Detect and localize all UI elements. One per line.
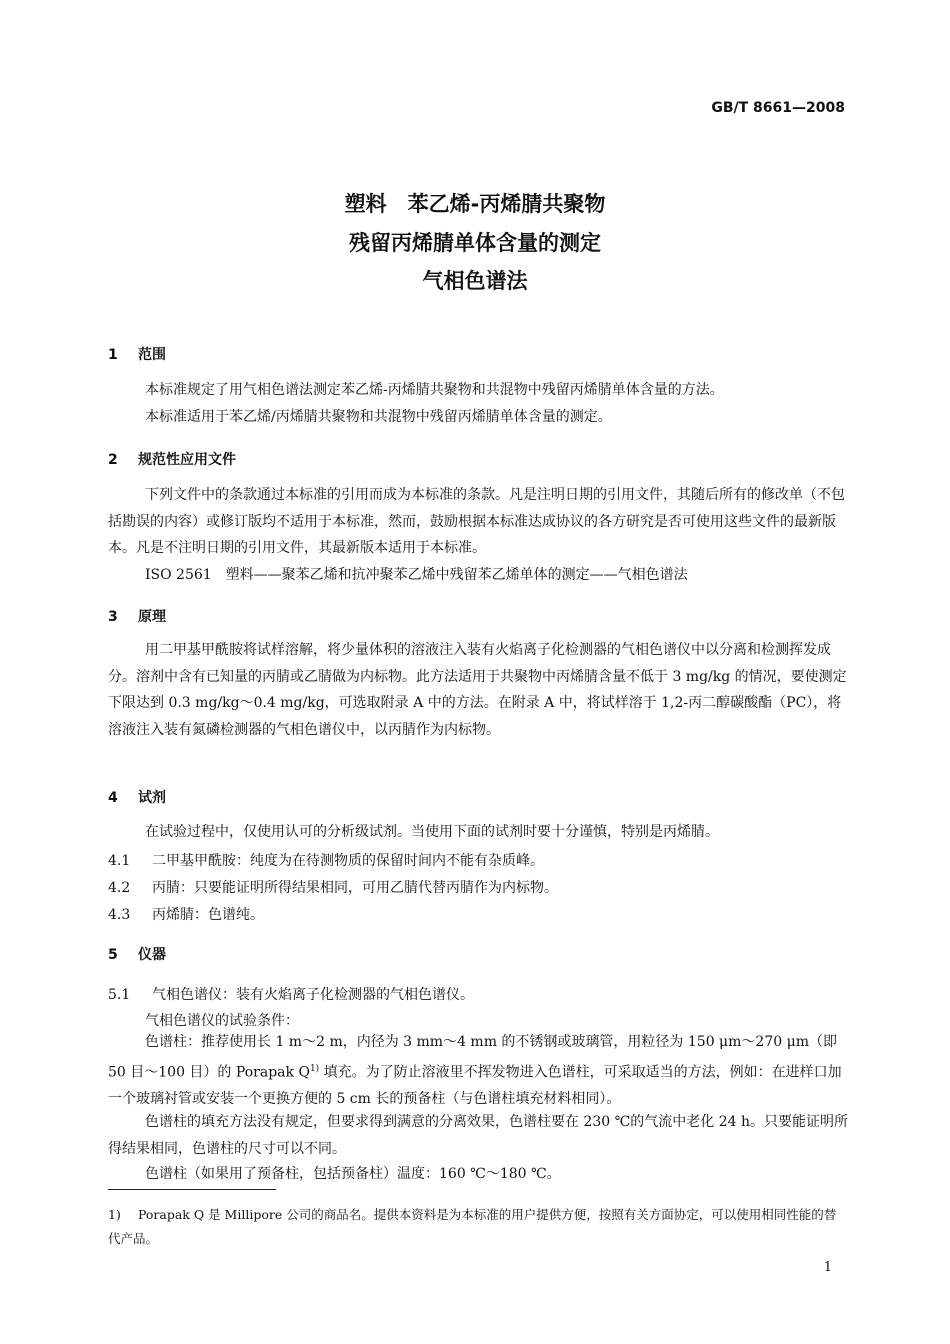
section-number: 3 bbox=[108, 609, 118, 625]
section-1-heading bbox=[108, 344, 166, 364]
column-paragraph-2: 色谱柱的填充方法没有规定，但要求得到满意的分离效果，色谱柱要在 230 ℃的气流中老化 24 h。只要能证明所得结果相同，色谱柱的尺寸可以不同。 bbox=[108, 1114, 849, 1157]
section-number: 5 bbox=[108, 947, 118, 963]
standard-code: GB/T 8661—2008 bbox=[711, 100, 845, 116]
normative-reference: ISO 2561 塑料——聚苯乙烯和抗冲聚苯乙烯中残留苯乙烯单体的测定——气相色谱法 bbox=[145, 567, 688, 583]
footnote bbox=[108, 1203, 848, 1251]
page-number: 1 bbox=[823, 1260, 832, 1275]
section-5-heading bbox=[108, 944, 166, 964]
section-title: 试剂 bbox=[138, 790, 166, 806]
section-2-paragraph-1: 下列文件中的条款通过本标准的引用而成为本标准的条款。凡是注明日期的引用文件，其随后所有的修改单（不包括勘误的内容）或修订版均不适用于本标准，然而，鼓励根据本标准达成协议的各方研究是否可使用这些文件的最新版本。凡是不注明日期的引用文件，其最新版本适用于本标准。 bbox=[108, 487, 845, 556]
section-number: 2 bbox=[108, 452, 118, 468]
clause-5-1 bbox=[108, 984, 474, 1004]
clause-text: 气相色谱仪：装有火焰离子化检测器的气相色谱仪。 bbox=[152, 987, 474, 1003]
column-paragraph-3: 色谱柱（如果用了预备柱，包括预备柱）温度：160 ℃～180 ℃。 bbox=[145, 1166, 561, 1182]
title-line-1: 塑料 苯乙烯-丙烯腈共聚物 bbox=[344, 192, 606, 216]
column-text-b: 填充。为了防止溶液里不挥发物进入色谱柱，可采取适当的方法，例如：在进样口加一个玻璃衬管或安装一个更换方便的 5 cm 长的预备柱（与色谱柱填充材料相同）。 bbox=[108, 1064, 842, 1107]
section-1-paragraph-2: 本标准适用于苯乙烯/丙烯腈共聚物和共混物中残留丙烯腈单体含量的测定。 bbox=[145, 409, 612, 425]
section-title: 规范性应用文件 bbox=[138, 452, 236, 468]
clause-number: 4.1 bbox=[108, 853, 131, 869]
clause-text: 丙腈：只要能证明所得结果相同，可用乙腈代替丙腈作为内标物。 bbox=[152, 880, 558, 896]
section-number: 1 bbox=[108, 347, 118, 363]
section-2-heading bbox=[108, 449, 236, 469]
clause-4-1 bbox=[108, 850, 544, 870]
section-4-paragraph-1: 在试验过程中，仅使用认可的分析级试剂。当使用下面的试剂时要十分谨慎，特别是丙烯腈。 bbox=[145, 824, 719, 840]
test-conditions-title: 气相色谱仪的试验条件： bbox=[145, 1013, 299, 1029]
title-line-2: 残留丙烯腈单体含量的测定 bbox=[349, 231, 601, 255]
section-3-paragraph-1: 用二甲基甲酰胺将试样溶解，将少量体积的溶液注入装有火焰离子化检测器的气相色谱仪中以分离和检测挥发成分。溶剂中含有已知量的丙腈或乙腈做为内标物。此方法适用于共聚物中丙烯腈含量不低于 3 mg/kg 的情况，要使测定下限达到 0.3 mg/kg～0.4 mg/kg，可选取附录 A 中的方法。在附录 A 中，将试样溶于 1,2-丙二醇碳酸酯（PC），将溶液注入装有氮磷检测器的气相色谱仪中，以丙腈作为内标物。 bbox=[108, 642, 847, 738]
footnote-text: Porapak Q 是 Millipore 公司的商品名。提供本资料是为本标准的用户提供方便，按照有关方面协定，可以使用相同性能的替代产品。 bbox=[108, 1207, 837, 1246]
section-4-heading bbox=[108, 787, 166, 807]
footnote-reference: 1) bbox=[309, 1063, 320, 1074]
column-text-a: 色谱柱：推荐使用长 1 m～2 m，内径为 3 mm～4 mm 的不锈钢或玻璃管，用粒径为 150 μm～270 μm（即 50 目～100 目）的 Porapak Q bbox=[108, 1034, 837, 1081]
section-title: 仪器 bbox=[138, 947, 166, 963]
footnote-divider bbox=[108, 1189, 276, 1190]
clause-number: 4.3 bbox=[108, 907, 131, 923]
title-line-3: 气相色谱法 bbox=[422, 269, 528, 293]
column-paragraph-1 bbox=[108, 1029, 848, 1112]
clause-number: 4.2 bbox=[108, 880, 131, 896]
clause-number: 5.1 bbox=[108, 987, 131, 1003]
clause-4-3 bbox=[108, 904, 264, 924]
section-number: 4 bbox=[108, 790, 118, 806]
section-title: 原理 bbox=[138, 609, 166, 625]
section-3-heading bbox=[108, 606, 166, 626]
section-title: 范围 bbox=[138, 347, 166, 363]
clause-text: 丙烯腈：色谱纯。 bbox=[152, 907, 264, 923]
clause-4-2 bbox=[108, 877, 558, 897]
footnote-mark: 1) bbox=[108, 1207, 121, 1222]
clause-text: 二甲基甲酰胺：纯度为在待测物质的保留时间内不能有杂质峰。 bbox=[152, 853, 544, 869]
section-1-paragraph-1: 本标准规定了用气相色谱法测定苯乙烯-丙烯腈共聚物和共混物中残留丙烯腈单体含量的方法。 bbox=[145, 382, 724, 398]
